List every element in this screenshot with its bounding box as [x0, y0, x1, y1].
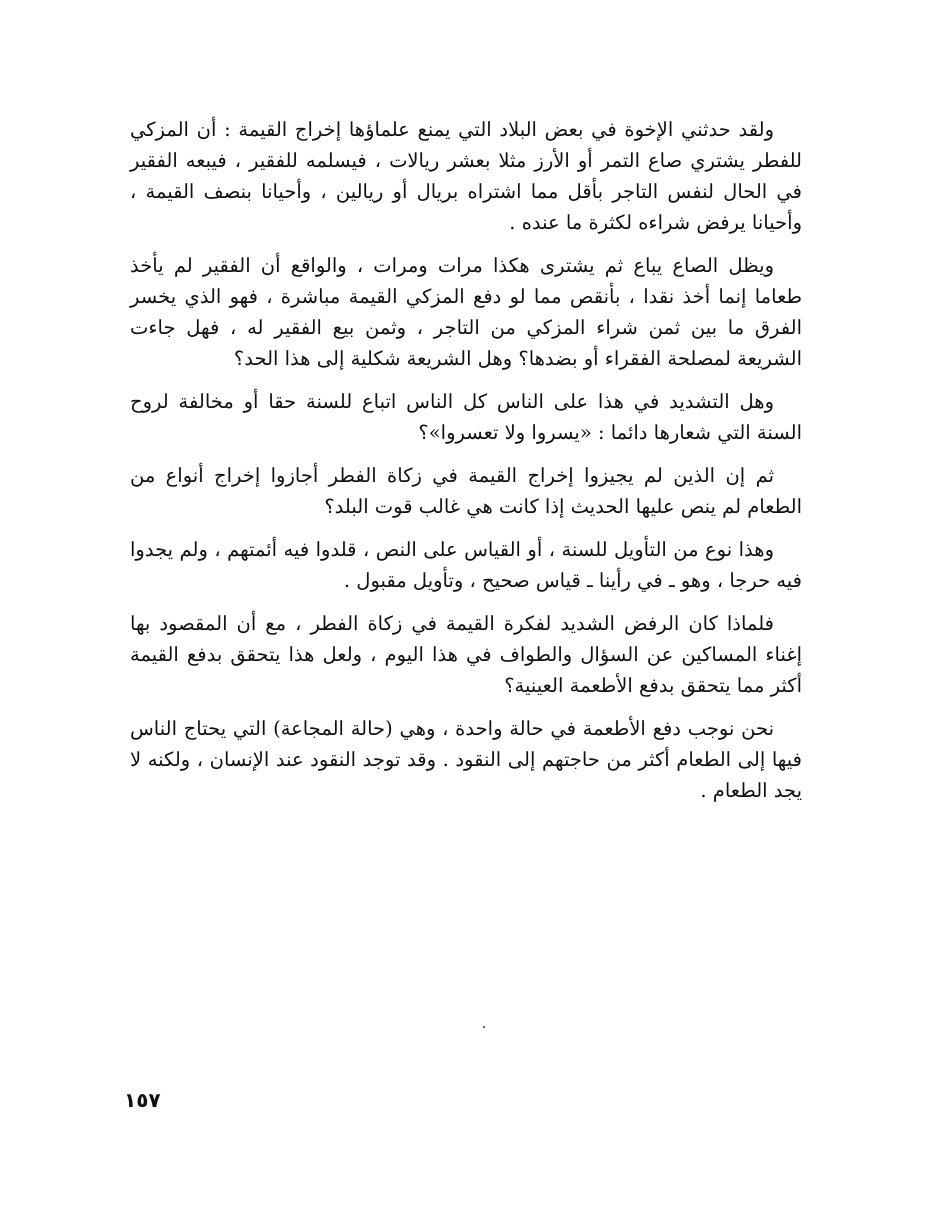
paragraph-1: ولقد حدثني الإخوة في بعض البلاد التي يمنع علماؤها إخراج القيمة : أن المزكي للفطر يشتري صاع التمر أو الأرز مثلا بعشر ريالات ، فيسلمه للفقير ، فيبعه الفقير في الحال لنفس التاجر بأقل مما اشتراه بريال أو ريالين ، وأحيانا بنصف القيمة ، وأحيانا يرفض شراءه لكثرة ما عنده .	[130, 118, 802, 234]
stray-dot	[483, 1026, 485, 1028]
paragraph-4: ثم إن الذين لم يجيزوا إخراج القيمة في زكاة الفطر أجازوا إخراج أنواع من الطعام لم ينص عليها الحديث إذا كانت هي غالب قوت البلد؟	[130, 464, 802, 518]
paragraph-7: نحن نوجب دفع الأطعمة في حالة واحدة ، وهي (حالة المجاعة) التي يحتاج الناس فيها إلى الطعام أكثر من حاجتهم إلى النقود . وقد توجد النقود عند الإنسان ، ولكنه لا يجد الطعام .	[130, 717, 802, 802]
body-text	[130, 114, 802, 818]
paragraph-2: ويظل الصاع يباع ثم يشترى هكذا مرات ومرات ، والواقع أن الفقير لم يأخذ طعاما إنما أخذ نقدا ، بأنقص مما لو دفع المزكي القيمة مباشرة ، فهو الذي يخسر الفرق ما بين ثمن شراء المزكي من التاجر ، وثمن بيع الفقير له ، فهل جاءت الشريعة لمصلحة الفقراء أو بضدها؟ وهل الشريعة شكلية إلى هذا الحد؟	[130, 254, 802, 370]
page-number: ١٥٧	[124, 1088, 161, 1112]
paragraph-6: فلماذا كان الرفض الشديد لفكرة القيمة في زكاة الفطر ، مع أن المقصود بها إغناء المساكين عن السؤال والطواف في هذا اليوم ، ولعل هذا يتحقق بدفع القيمة أكثر مما يتحقق بدفع الأطعمة العينية؟	[130, 612, 802, 697]
paragraph-5: وهذا نوع من التأويل للسنة ، أو القياس على النص ، قلدوا فيه أئمتهم ، ولم يجدوا فيه حرجا ، وهو ـ في رأينا ـ قياس صحيح ، وتأويل مقبول .	[130, 538, 802, 592]
paragraph-3: وهل التشديد في هذا على الناس كل الناس اتباع للسنة حقا أو مخالفة لروح السنة التي شعارها دائما : «يسروا ولا تعسروا»؟	[130, 390, 802, 444]
